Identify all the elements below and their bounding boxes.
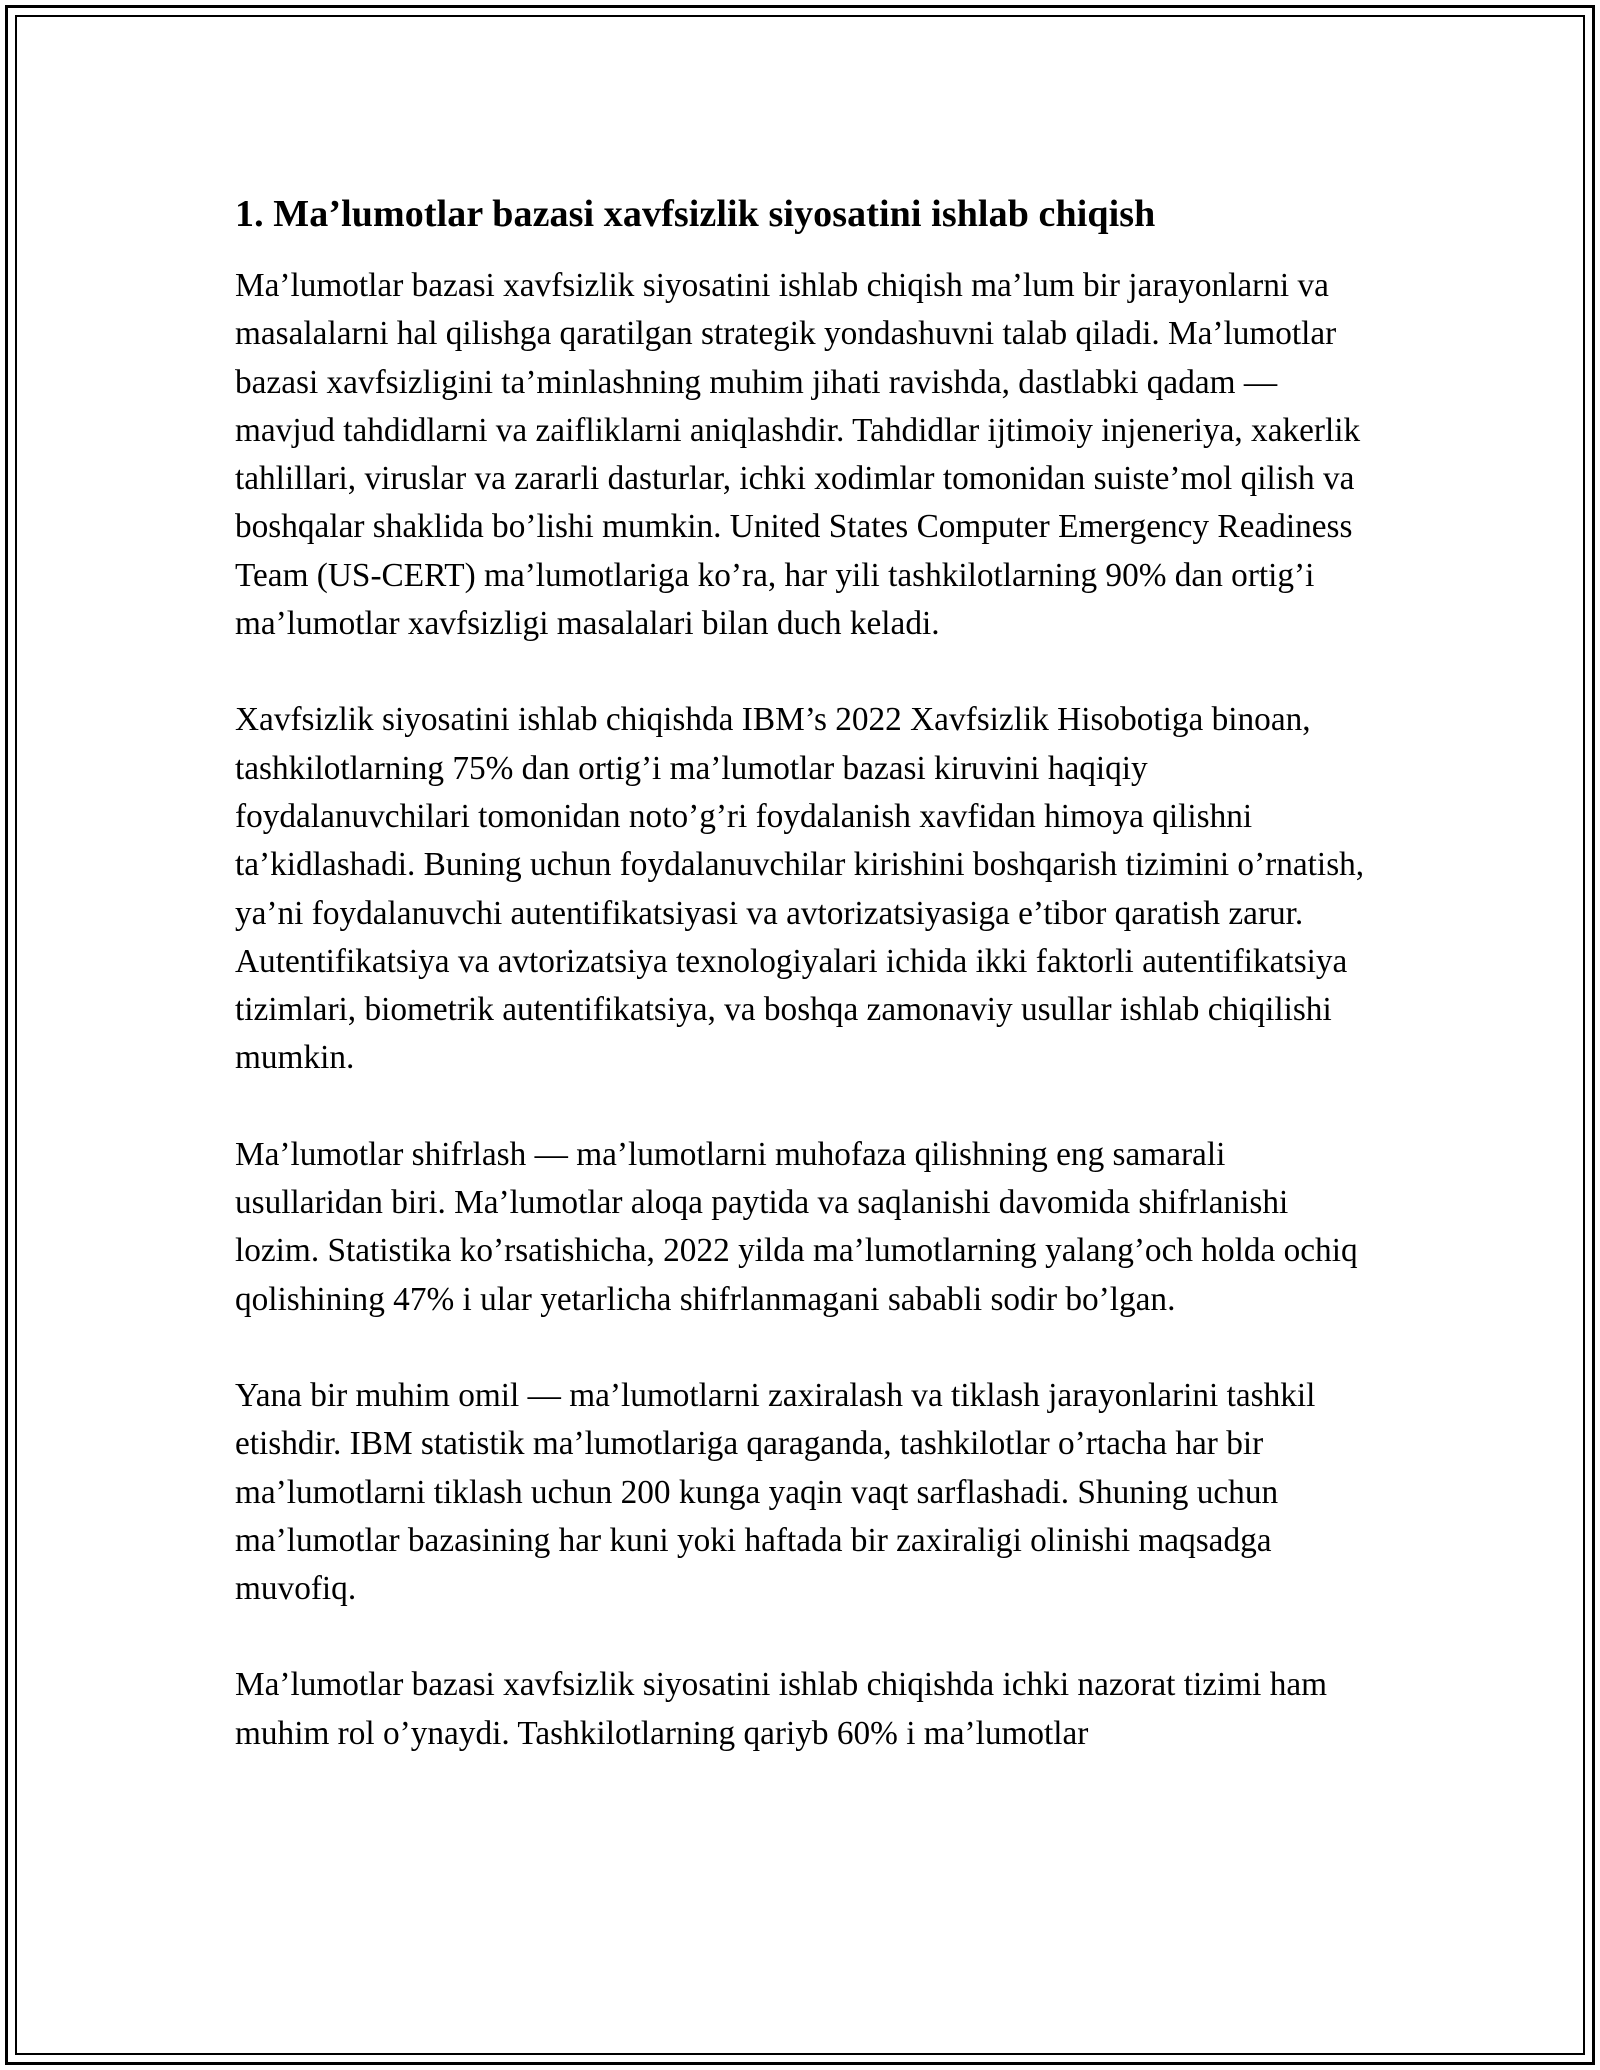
- paragraph-internal-control: Ma’lumotlar bazasi xavfsizlik siyosatini ishlab chiqishda ichki nazorat tizimi ham muhim rol o’ynaydi. Tashkilotlarning qariyb 60% i ma’lumotlar: [235, 1666, 1328, 1752]
- paragraph-access-control: Xavfsizlik siyosatini ishlab chiqishda IBM’s 2022 Xavfsizlik Hisobotiga binoan, tashkilotlarning 75% dan ortig’i ma’lumotlar bazasi kiruvini haqiqiy foydalanuvchilari tomonidan noto’g’ri foydalanish xavfidan himoya qilishni ta’kidlashadi. Buning uchun foydalanuvchilar kirishini boshqarish tizimini o’rnatish, ya’ni foydalanuvchi autentifikatsiyasi va avtorizatsiyasiga e’tibor qaratish zarur. Autentifikatsiya va avtorizatsiya texnologiyalari ichida ikki faktorli autentifikatsiya tizimlari, biometrik autentifikatsiya, va boshqa zamonaviy usullar ishlab chiqilishi mumkin.: [235, 701, 1365, 1077]
- paragraph-encryption: Ma’lumotlar shifrlash — ma’lumotlarni muhofaza qilishning eng samarali usullaridan biri. Ma’lumotlar aloqa paytida va saqlanishi davomida shifrlanishi lozim. Statistika ko’rsatishicha, 2022 yilda ma’lumotlarning yalang’och holda ochiq qolishining 47% i ular yetarlicha shifrlanmagani sababli sodir bo’lgan.: [235, 1135, 1358, 1318]
- paragraph-backup: Yana bir muhim omil — ma’lumotlarni zaxiralash va tiklash jarayonlarini tashkil etishdir. IBM statistik ma’lumotlariga qaraganda, tashkilotlar o’rtacha har bir ma’lumotlarni tiklash uchun 200 kunga yaqin vaqt sarflashadi. Shuning uchun ma’lumotlar bazasining har kuni yoki haftada bir zaxiraligi olinishi maqsadga muvofiq.: [235, 1376, 1316, 1608]
- section-heading: 1. Ma’lumotlar bazasi xavfsizlik siyosatini ishlab chiqish: [235, 193, 1156, 235]
- document-body: [235, 188, 1380, 1806]
- paragraph-threats: Ma’lumotlar bazasi xavfsizlik siyosatini ishlab chiqish ma’lum bir jarayonlarni va masalalarni hal qilishga qaratilgan strategik yondashuvni talab qiladi. Ma’lumotlar bazasi xavfsizligini ta’minlashning muhim jihati ravishda, dastlabki qadam — mavjud tahdidlarni va zaifliklarni aniqlashdir. Tahdidlar ijtimoiy injeneriya, xakerlik tahlillari, viruslar va zararli dasturlar, ichki xodimlar tomonidan suiste’mol qilish va boshqalar shaklida bo’lishi mumkin. United States Computer Emergency Readiness Team (US-CERT) ma’lumotlariga ko’ra, har yili tashkilotlarning 90% dan ortig’i ma’lumotlar xavfsizligi masalalari bilan duch keladi.: [235, 267, 1361, 643]
